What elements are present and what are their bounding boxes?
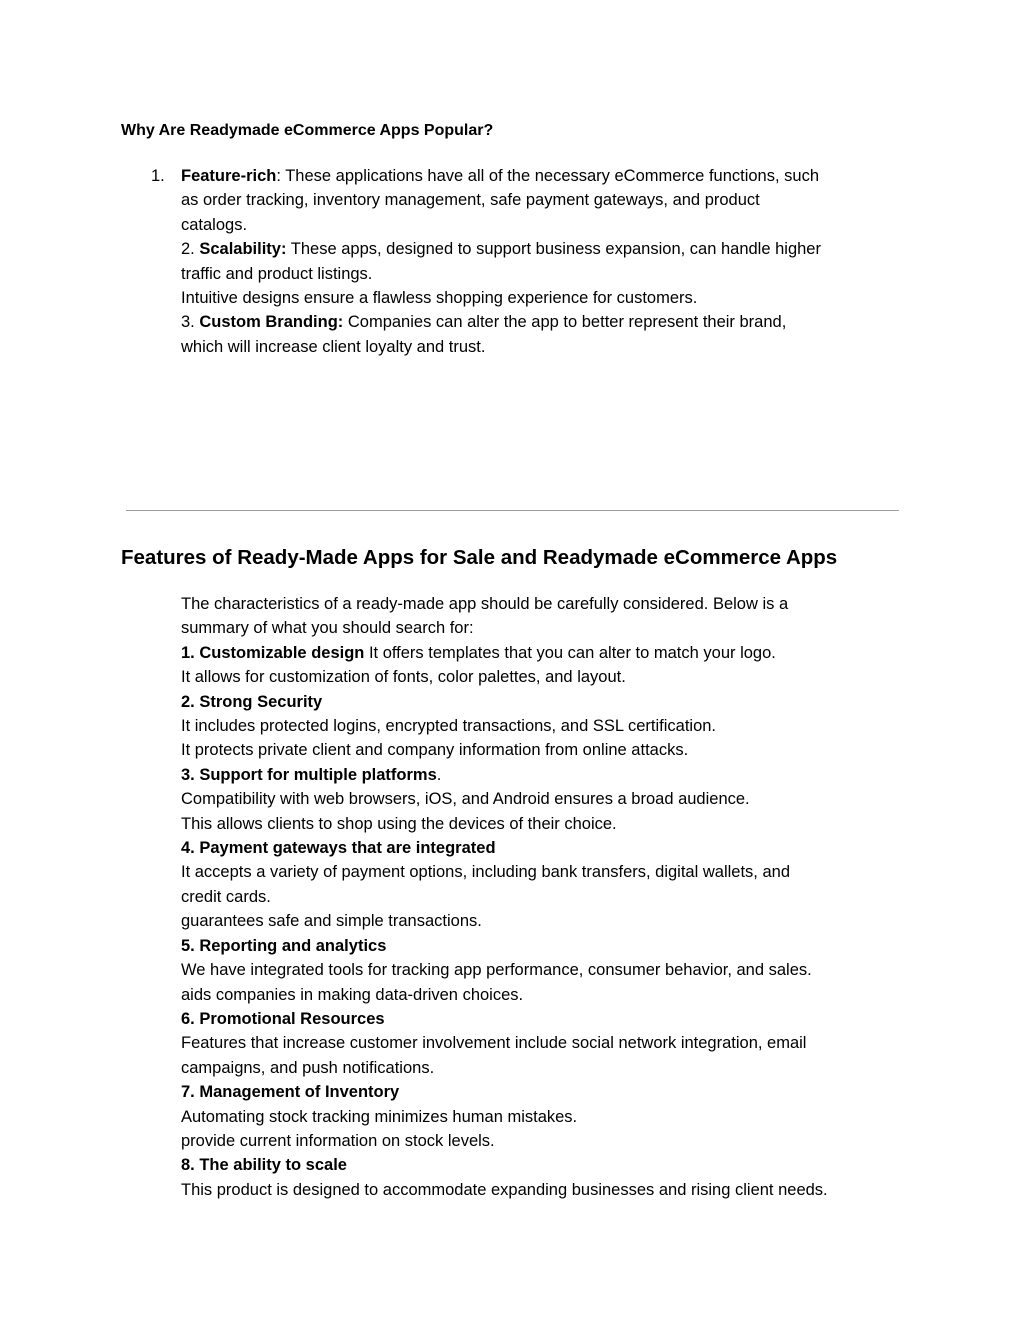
bold-term: 2. Strong Security bbox=[181, 692, 323, 711]
feature-text-line bbox=[181, 885, 911, 909]
list-line bbox=[181, 310, 911, 334]
feature-text-line bbox=[181, 665, 911, 689]
line-text: campaigns, and push notifications. bbox=[181, 1058, 435, 1077]
feature-heading-line bbox=[181, 1080, 911, 1104]
line-text: It allows for customization of fonts, color palettes, and layout. bbox=[181, 668, 626, 687]
feature-heading-line bbox=[181, 934, 911, 958]
feature-text-line bbox=[181, 909, 911, 933]
features-list bbox=[181, 592, 911, 1202]
line-text: Intuitive designs ensure a flawless shopping experience for customers. bbox=[181, 289, 698, 308]
list-line bbox=[181, 262, 911, 286]
line-text: summary of what you should search for: bbox=[181, 619, 474, 638]
feature-text-line bbox=[181, 1178, 911, 1202]
feature-text-line bbox=[181, 860, 911, 884]
line-text: Automating stock tracking minimizes human mistakes. bbox=[181, 1107, 578, 1126]
feature-text-line bbox=[181, 1105, 911, 1129]
bold-term: Custom Branding: bbox=[199, 313, 344, 332]
list-line bbox=[181, 188, 911, 212]
line-lead: 2. bbox=[181, 240, 200, 259]
feature-text-line bbox=[181, 1056, 911, 1080]
line-text: This product is designed to accommodate expanding businesses and rising client needs. bbox=[181, 1180, 828, 1199]
popularity-list bbox=[151, 164, 911, 359]
line-text: traffic and product listings. bbox=[181, 264, 373, 283]
feature-text-line bbox=[181, 592, 911, 616]
bold-term: 4. Payment gateways that are integrated bbox=[181, 839, 496, 858]
feature-text-line bbox=[181, 787, 911, 811]
line-text: Companies can alter the app to better represent their brand, bbox=[343, 313, 787, 332]
line-text: guarantees safe and simple transactions. bbox=[181, 912, 482, 931]
line-text: catalogs. bbox=[181, 215, 248, 234]
bold-term: Scalability: bbox=[199, 240, 287, 259]
feature-heading-line bbox=[181, 641, 911, 665]
line-text: It includes protected logins, encrypted transactions, and SSL certification. bbox=[181, 717, 717, 736]
feature-heading-line bbox=[181, 690, 911, 714]
feature-text-line bbox=[181, 738, 911, 762]
list-line bbox=[181, 213, 911, 237]
line-text: credit cards. bbox=[181, 887, 271, 906]
bold-term: Feature-rich bbox=[181, 167, 277, 185]
feature-text-line bbox=[181, 1031, 911, 1055]
bold-term: 7. Management of Inventory bbox=[181, 1083, 400, 1102]
list-line bbox=[181, 286, 911, 310]
bold-term: 8. The ability to scale bbox=[181, 1156, 347, 1175]
list-number: 1. bbox=[151, 167, 165, 185]
bold-term: 3. Support for multiple platforms bbox=[181, 765, 437, 784]
line-text: as order tracking, inventory management, safe payment gateways, and product bbox=[181, 191, 760, 210]
line-text: This allows clients to shop using the devices of their choice. bbox=[181, 814, 617, 833]
bold-term: 5. Reporting and analytics bbox=[181, 936, 387, 955]
line-text: aids companies in making data-driven choices. bbox=[181, 985, 524, 1004]
line-text: Compatibility with web browsers, iOS, and Android ensures a broad audience. bbox=[181, 790, 750, 809]
line-text: It accepts a variety of payment options, including bank transfers, digital wallets, and bbox=[181, 863, 790, 882]
feature-text-line bbox=[181, 1129, 911, 1153]
list-line bbox=[181, 237, 911, 261]
feature-heading-line bbox=[181, 1153, 911, 1177]
feature-text-line bbox=[181, 616, 911, 640]
line-text: which will increase client loyalty and trust. bbox=[181, 337, 486, 356]
bold-term: 1. Customizable design bbox=[181, 643, 365, 662]
line-text: . bbox=[436, 765, 442, 784]
feature-text-line bbox=[181, 958, 911, 982]
line-text: These apps, designed to support business expansion, can handle higher bbox=[286, 240, 821, 259]
section-heading-features: Features of Ready-Made Apps for Sale and Readymade eCommerce Apps bbox=[121, 546, 838, 569]
feature-heading-line bbox=[181, 1007, 911, 1031]
line-text: It protects private client and company information from online attacks. bbox=[181, 741, 689, 760]
feature-heading-line bbox=[181, 836, 911, 860]
line-text: We have integrated tools for tracking app performance, consumer behavior, and sales. bbox=[181, 961, 812, 980]
list-line bbox=[181, 164, 911, 188]
bold-term: 6. Promotional Resources bbox=[181, 1009, 385, 1028]
feature-text-line bbox=[181, 983, 911, 1007]
line-text: The characteristics of a ready-made app should be carefully considered. Below is a bbox=[181, 595, 789, 613]
horizontal-divider bbox=[126, 510, 899, 511]
line-text: Features that increase customer involvement include social network integration, email bbox=[181, 1034, 807, 1053]
feature-heading-line bbox=[181, 763, 911, 787]
feature-text-line bbox=[181, 714, 911, 738]
line-text: It offers templates that you can alter to match your logo. bbox=[364, 643, 776, 662]
list-line bbox=[181, 335, 911, 359]
line-lead: 3. bbox=[181, 313, 200, 332]
section-heading-popular: Why Are Readymade eCommerce Apps Popular? bbox=[121, 122, 494, 139]
line-text: : These applications have all of the necessary eCommerce functions, such bbox=[276, 167, 820, 185]
line-text: provide current information on stock levels. bbox=[181, 1131, 495, 1150]
feature-text-line bbox=[181, 812, 911, 836]
